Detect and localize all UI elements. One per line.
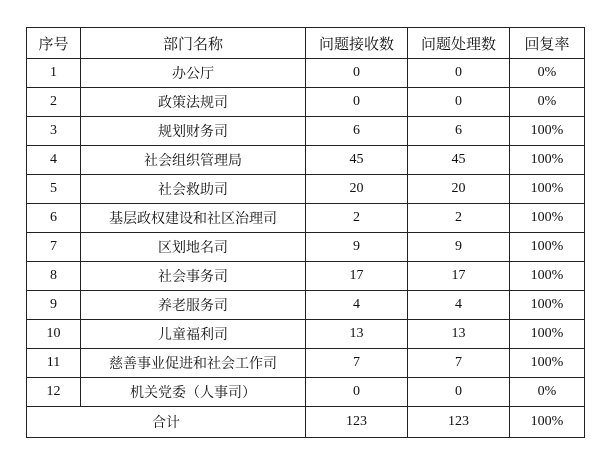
table-row xyxy=(27,320,585,349)
table-row xyxy=(27,349,585,378)
table-body xyxy=(27,59,585,407)
row-index-cell: 7 xyxy=(27,233,81,262)
row-handled-cell: 2 xyxy=(408,204,510,233)
row-index-cell: 11 xyxy=(27,349,81,378)
table-row xyxy=(27,204,585,233)
row-received-cell: 0 xyxy=(306,59,408,88)
total-received: 123 xyxy=(306,407,408,438)
row-handled-cell: 7 xyxy=(408,349,510,378)
row-department-cell: 区划地名司 xyxy=(81,233,306,262)
table-row xyxy=(27,146,585,175)
row-index-cell: 5 xyxy=(27,175,81,204)
row-handled-cell: 0 xyxy=(408,378,510,407)
row-department-cell: 社会救助司 xyxy=(81,175,306,204)
total-row xyxy=(27,407,585,438)
total-handled: 123 xyxy=(408,407,510,438)
row-rate-cell: 100% xyxy=(510,262,585,291)
header-received: 问题接收数 xyxy=(306,28,408,59)
row-handled-cell: 9 xyxy=(408,233,510,262)
row-received-cell: 17 xyxy=(306,262,408,291)
row-department-cell: 基层政权建设和社区治理司 xyxy=(81,204,306,233)
row-received-cell: 7 xyxy=(306,349,408,378)
row-received-cell: 9 xyxy=(306,233,408,262)
row-index-cell: 1 xyxy=(27,59,81,88)
row-handled-cell: 17 xyxy=(408,262,510,291)
row-department-cell: 儿童福利司 xyxy=(81,320,306,349)
table-row xyxy=(27,88,585,117)
row-received-cell: 2 xyxy=(306,204,408,233)
row-received-cell: 20 xyxy=(306,175,408,204)
row-handled-cell: 20 xyxy=(408,175,510,204)
row-index-cell: 12 xyxy=(27,378,81,407)
total-rate: 100% xyxy=(510,407,585,438)
row-department-cell: 机关党委（人事司） xyxy=(81,378,306,407)
table-row xyxy=(27,175,585,204)
row-index-cell: 2 xyxy=(27,88,81,117)
row-handled-cell: 0 xyxy=(408,88,510,117)
table-header-row xyxy=(27,28,585,59)
row-department-cell: 政策法规司 xyxy=(81,88,306,117)
row-rate-cell: 100% xyxy=(510,291,585,320)
row-handled-cell: 6 xyxy=(408,117,510,146)
row-index-cell: 8 xyxy=(27,262,81,291)
row-received-cell: 0 xyxy=(306,378,408,407)
table-row xyxy=(27,59,585,88)
row-department-cell: 办公厅 xyxy=(81,59,306,88)
row-index-cell: 10 xyxy=(27,320,81,349)
row-handled-cell: 45 xyxy=(408,146,510,175)
row-index-cell: 6 xyxy=(27,204,81,233)
row-department-cell: 慈善事业促进和社会工作司 xyxy=(81,349,306,378)
row-handled-cell: 13 xyxy=(408,320,510,349)
row-index-cell: 9 xyxy=(27,291,81,320)
row-rate-cell: 100% xyxy=(510,320,585,349)
header-department: 部门名称 xyxy=(81,28,306,59)
row-rate-cell: 0% xyxy=(510,378,585,407)
row-department-cell: 养老服务司 xyxy=(81,291,306,320)
table-row xyxy=(27,378,585,407)
row-rate-cell: 100% xyxy=(510,349,585,378)
row-department-cell: 规划财务司 xyxy=(81,117,306,146)
row-handled-cell: 4 xyxy=(408,291,510,320)
header-handled: 问题处理数 xyxy=(408,28,510,59)
row-rate-cell: 0% xyxy=(510,59,585,88)
row-rate-cell: 100% xyxy=(510,175,585,204)
row-handled-cell: 0 xyxy=(408,59,510,88)
row-received-cell: 6 xyxy=(306,117,408,146)
row-received-cell: 0 xyxy=(306,88,408,117)
row-received-cell: 13 xyxy=(306,320,408,349)
header-rate: 回复率 xyxy=(510,28,585,59)
table-row xyxy=(27,291,585,320)
table-row xyxy=(27,262,585,291)
row-received-cell: 45 xyxy=(306,146,408,175)
row-rate-cell: 100% xyxy=(510,146,585,175)
total-label: 合计 xyxy=(27,407,306,438)
header-index: 序号 xyxy=(27,28,81,59)
department-statistics-table xyxy=(26,27,585,438)
row-department-cell: 社会事务司 xyxy=(81,262,306,291)
row-rate-cell: 100% xyxy=(510,117,585,146)
row-received-cell: 4 xyxy=(306,291,408,320)
table-row xyxy=(27,117,585,146)
table-row xyxy=(27,233,585,262)
row-rate-cell: 100% xyxy=(510,204,585,233)
row-rate-cell: 0% xyxy=(510,88,585,117)
row-index-cell: 3 xyxy=(27,117,81,146)
row-department-cell: 社会组织管理局 xyxy=(81,146,306,175)
row-index-cell: 4 xyxy=(27,146,81,175)
row-rate-cell: 100% xyxy=(510,233,585,262)
